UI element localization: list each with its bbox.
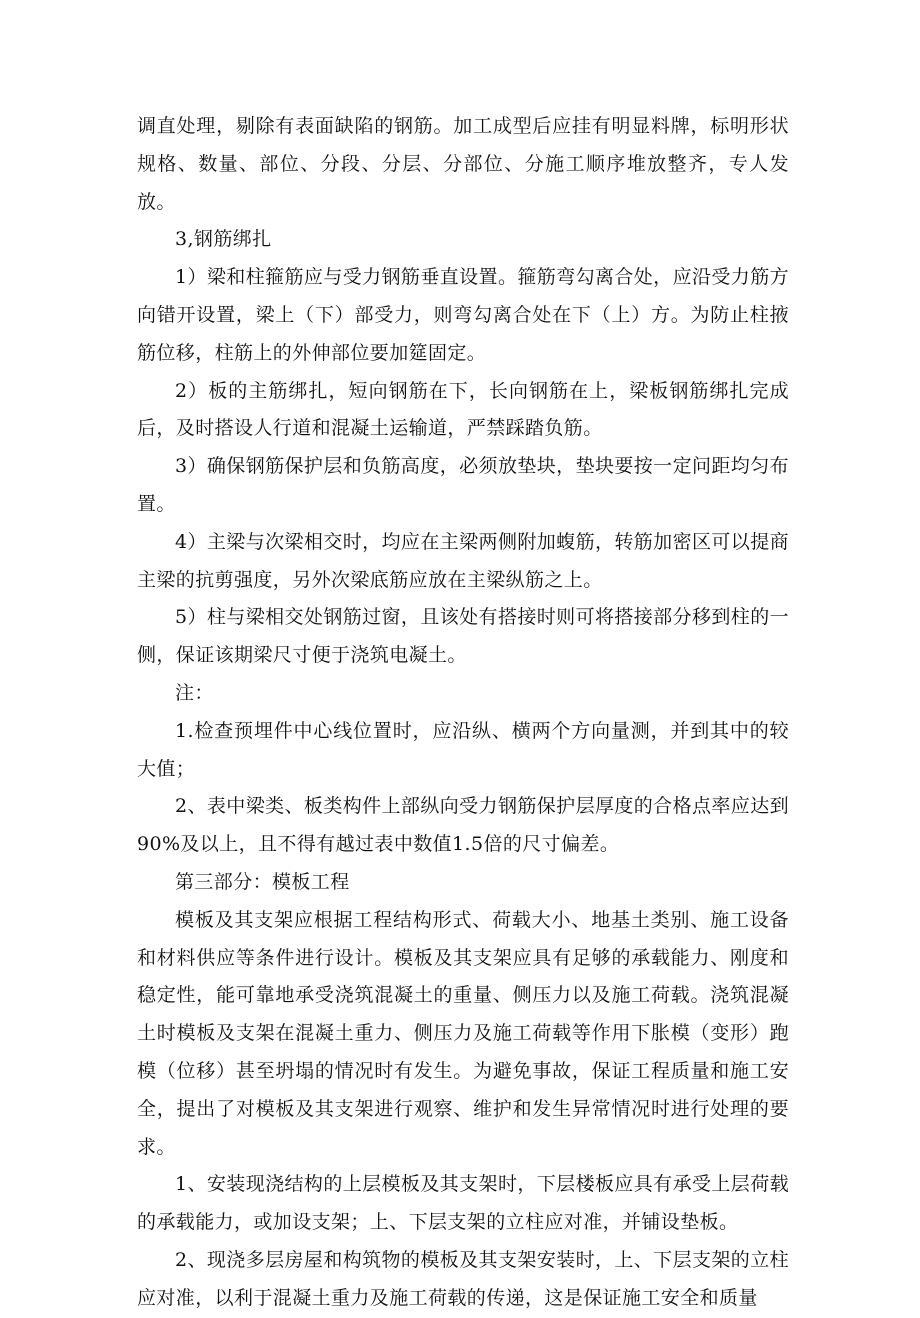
paragraph-formwork-item-1: 1、安装现浇结构的上层模板及其支架时，下层楼板应具有承受上层荷载的承载能力，或加设支架；上、下层支架的立柱应对准，并铺设垫板。 (137, 1173, 789, 1234)
heading-rebar-binding: 3,钢筋绑扎 (175, 228, 272, 251)
section-heading-formwork: 第三部分：模板工程 (175, 870, 350, 893)
paragraph-binding-item-3: 3）确保钢筋保护层和负筋高度，必须放垫块，垫块要按一定问距均匀布置。 (137, 455, 789, 515)
paragraph-rebar-processing: 调直处理，剔除有表面缺陷的钢筋。加工成型后应挂有明显料牌，标明形状规格、数量、部位、分段、分层、分部位、分施工顺序堆放整齐，专人发放。 (137, 115, 789, 213)
document-body (137, 108, 789, 1318)
paragraph-binding-item-2: 2）板的主筋绑扎，短向钢筋在下，长向钢筋在上，梁板钢筋绑扎完成后，及时搭设人行道和混凝土运输道，严禁踩踏负筋。 (137, 379, 789, 440)
paragraph-binding-item-4: 4）主梁与次梁相交时，均应在主梁两侧附加蝮筋，转筋加密区可以提商主梁的抗剪强度，另外次梁底筋应放在主梁纵筋之上。 (137, 530, 789, 591)
paragraph-formwork-item-2: 2、现浇多层房屋和构筑物的模板及其支架安装时，上、下层支架的立柱应对准，以利于混凝土重力及施工荷载的传递，这是保证施工安全和质量 (137, 1248, 789, 1309)
note-item-1: 1.检查预埋件中心线位置时，应沿纵、横两个方向量测，并到其中的较大值； (137, 719, 789, 780)
paragraph-binding-item-1: 1）梁和柱箍筋应与受力钢筋垂直设置。箍筋弯勾离合处，应沿受力筋方向错开设置，梁上（下）部受力，则弯勾离合处在下（上）方。为防止柱掖筋位移，柱筋上的外伸部位要加筵固定。 (137, 266, 789, 364)
note-item-2: 2、表中梁类、板类构件上部纵向受力钢筋保护层厚度的合格点率应达到90%及以上，且不得有越过表中数值1.5倍的尺寸偏差。 (137, 795, 789, 856)
note-label: 注： (175, 681, 214, 704)
paragraph-binding-item-5: 5）柱与梁相交处钢筋过窗，且该处有搭接时则可将搭接部分移到柱的一侧，保证该期梁尺寸便于浇筑电凝土。 (137, 606, 789, 667)
paragraph-formwork-intro: 模板及其支架应根据工程结构形式、荷载大小、地基土类别、施工设备和材料供应等条件进行设计。模板及其支架应具有足够的承载能力、刚度和稳定性，能可靠地承受浇筑混凝土的重量、侧压力以及施工荷载。浇筑混凝土时模板及支架在混凝土重力、侧压力及施工荷载等作用下胀模（变形）跑模（位移）甚至坍塌的情况时有发生。为避免事故，保证工程质量和施工安全，提出了对模板及其支架进行观察、维护和发生异常情况时进行处理的要求。 (137, 908, 789, 1158)
